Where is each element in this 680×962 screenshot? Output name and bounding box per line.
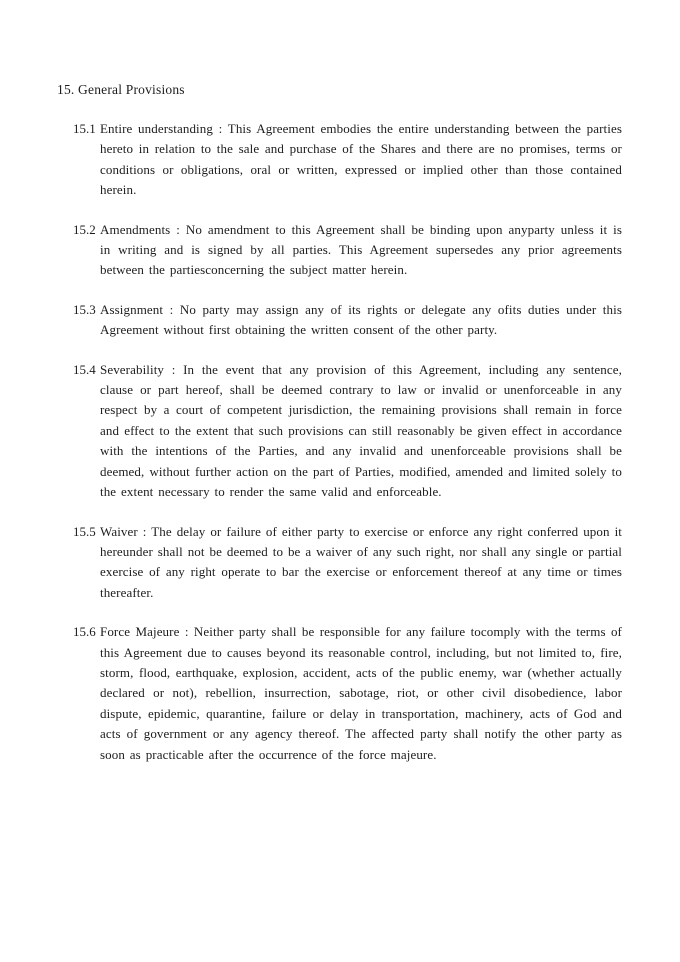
section-15-4 bbox=[73, 360, 622, 503]
section-title: Assignment bbox=[100, 301, 164, 317]
section-number: 15.3 bbox=[73, 301, 96, 317]
section-15-3 bbox=[73, 300, 622, 341]
section-15-6 bbox=[73, 622, 622, 765]
section-title: Entire understanding bbox=[100, 121, 213, 136]
section-text: No amendment to this Agreement shall be binding upon anyparty unless it is in writing and is signed by all parties. This Agreement supersedes any prior agreements between the partiesconcerning the subject matter herein. bbox=[100, 221, 622, 278]
separator-colon: : bbox=[179, 624, 194, 640]
section-text: In the event that any provision of this Agreement, including any sentence, clause or part hereof, shall be deemed contrary to law or invalid or unenforceable in any respect by a court of competent jurisdiction, the remaining provisions shall remain in force and effect to the extent that such provisions can still reasonably be given effect in accordance with the intentions of the Parties, and any invalid and unenforceable provisions shall be deemed, without further action on the part of Parties, modified, amended and limited solely to the extent necessary to render the same valid and enforceable. bbox=[100, 361, 622, 500]
section-paragraph bbox=[100, 360, 622, 503]
section-number: 15.6 bbox=[73, 624, 96, 640]
separator-colon: : bbox=[164, 361, 184, 377]
separator-colon: : bbox=[170, 221, 186, 237]
section-title: Force Majeure bbox=[100, 624, 180, 640]
section-text: No party may assign any of its rights or delegate any ofits duties under this Agreement without first obtaining the written consent of the other party. bbox=[100, 301, 622, 338]
separator-colon: : bbox=[163, 301, 180, 317]
section-paragraph bbox=[100, 119, 622, 201]
section-15-5 bbox=[73, 522, 622, 604]
section-15-1 bbox=[73, 119, 622, 201]
section-number: 15.4 bbox=[73, 361, 96, 377]
section-paragraph bbox=[100, 622, 622, 765]
section-15-2 bbox=[73, 220, 622, 281]
section-title: Severability bbox=[100, 361, 165, 377]
section-heading: 15. General Provisions bbox=[57, 82, 185, 97]
separator-colon: : bbox=[137, 523, 152, 539]
separator-colon: : bbox=[212, 121, 228, 136]
section-paragraph bbox=[100, 522, 622, 604]
section-number: 15.1 bbox=[73, 121, 96, 136]
section-text: Neither party shall be responsible for any failure tocomply with the terms of this Agreement due to causes beyond its reasonable control, including, but not limited to, fire, storm, flood, earthquake, explosion, accident, acts of the public enemy, war (whether actually declared or not), rebellion, insurrection, sabotage, riot, or other civil disobedience, labor dispute, epidemic, quarantine, failure or delay in transportation, machinery, acts of God and acts of government or any agency thereof. The affected party shall notify the other party as soon as practicable after the occurrence of the force majeure. bbox=[100, 624, 622, 762]
section-title: Amendments bbox=[100, 221, 171, 237]
section-paragraph bbox=[100, 220, 622, 281]
section-paragraph bbox=[100, 300, 622, 341]
section-text: The delay or failure of either party to exercise or enforce any right conferred upon it hereunder shall not be deemed to be a waiver of any such right, nor shall any single or partial exercise of any right operate to bar the exercise or enforcement thereof at any time or times thereafter. bbox=[100, 523, 623, 600]
section-title: Waiver bbox=[100, 523, 138, 539]
section-number: 15.5 bbox=[73, 523, 96, 539]
section-text: This Agreement embodies the entire understanding between the parties hereto in relation to the sale and purchase of the Shares and there are no promises, terms or conditions or obligations, oral or written, expressed or implied other than those contained herein. bbox=[100, 121, 622, 198]
section-number: 15.2 bbox=[73, 221, 96, 237]
